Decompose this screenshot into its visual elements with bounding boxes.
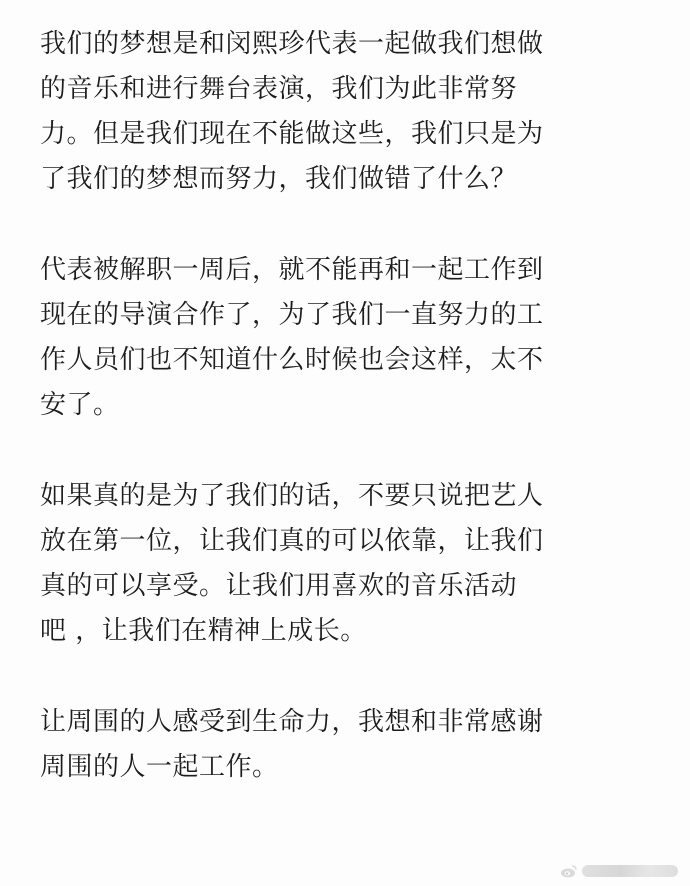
article-body	[40, 22, 660, 836]
text-line: 周围的人一起工作。	[40, 752, 279, 782]
paragraph-3	[40, 474, 660, 654]
paragraph-2	[40, 248, 660, 428]
weibo-logo-icon	[560, 864, 578, 878]
text-line: 安了。	[40, 390, 120, 420]
text-line: 真的可以享受。让我们用喜欢的音乐活动	[40, 571, 518, 601]
text-line: 力。但是我们现在不能做这些，我们只是为	[40, 119, 544, 149]
watermark-username-blurred	[582, 865, 678, 877]
text-line: 放在第一位，让我们真的可以依靠，让我们	[40, 526, 544, 556]
text-line: 代表被解职一周后，就不能再和一起工作到	[40, 255, 544, 285]
text-line: 了我们的梦想而努力，我们做错了什么？	[40, 164, 518, 194]
text-line: 我们的梦想是和闵熙珍代表一起做我们想做	[40, 29, 544, 59]
text-line: 的音乐和进行舞台表演，我们为此非常努	[40, 74, 518, 104]
text-line: 现在的导演合作了，为了我们一直努力的工	[40, 300, 544, 330]
text-line: 如果真的是为了我们的话，不要只说把艺人	[40, 481, 544, 511]
watermark	[560, 864, 678, 878]
text-line: 吧 ，让我们在精神上成长。	[40, 616, 367, 646]
paragraph-4	[40, 700, 660, 790]
text-line: 让周围的人感受到生命力，我想和非常感谢	[40, 707, 544, 737]
paragraph-1	[40, 22, 660, 202]
text-line: 作人员们也不知道什么时候也会这样，太不	[40, 345, 544, 375]
